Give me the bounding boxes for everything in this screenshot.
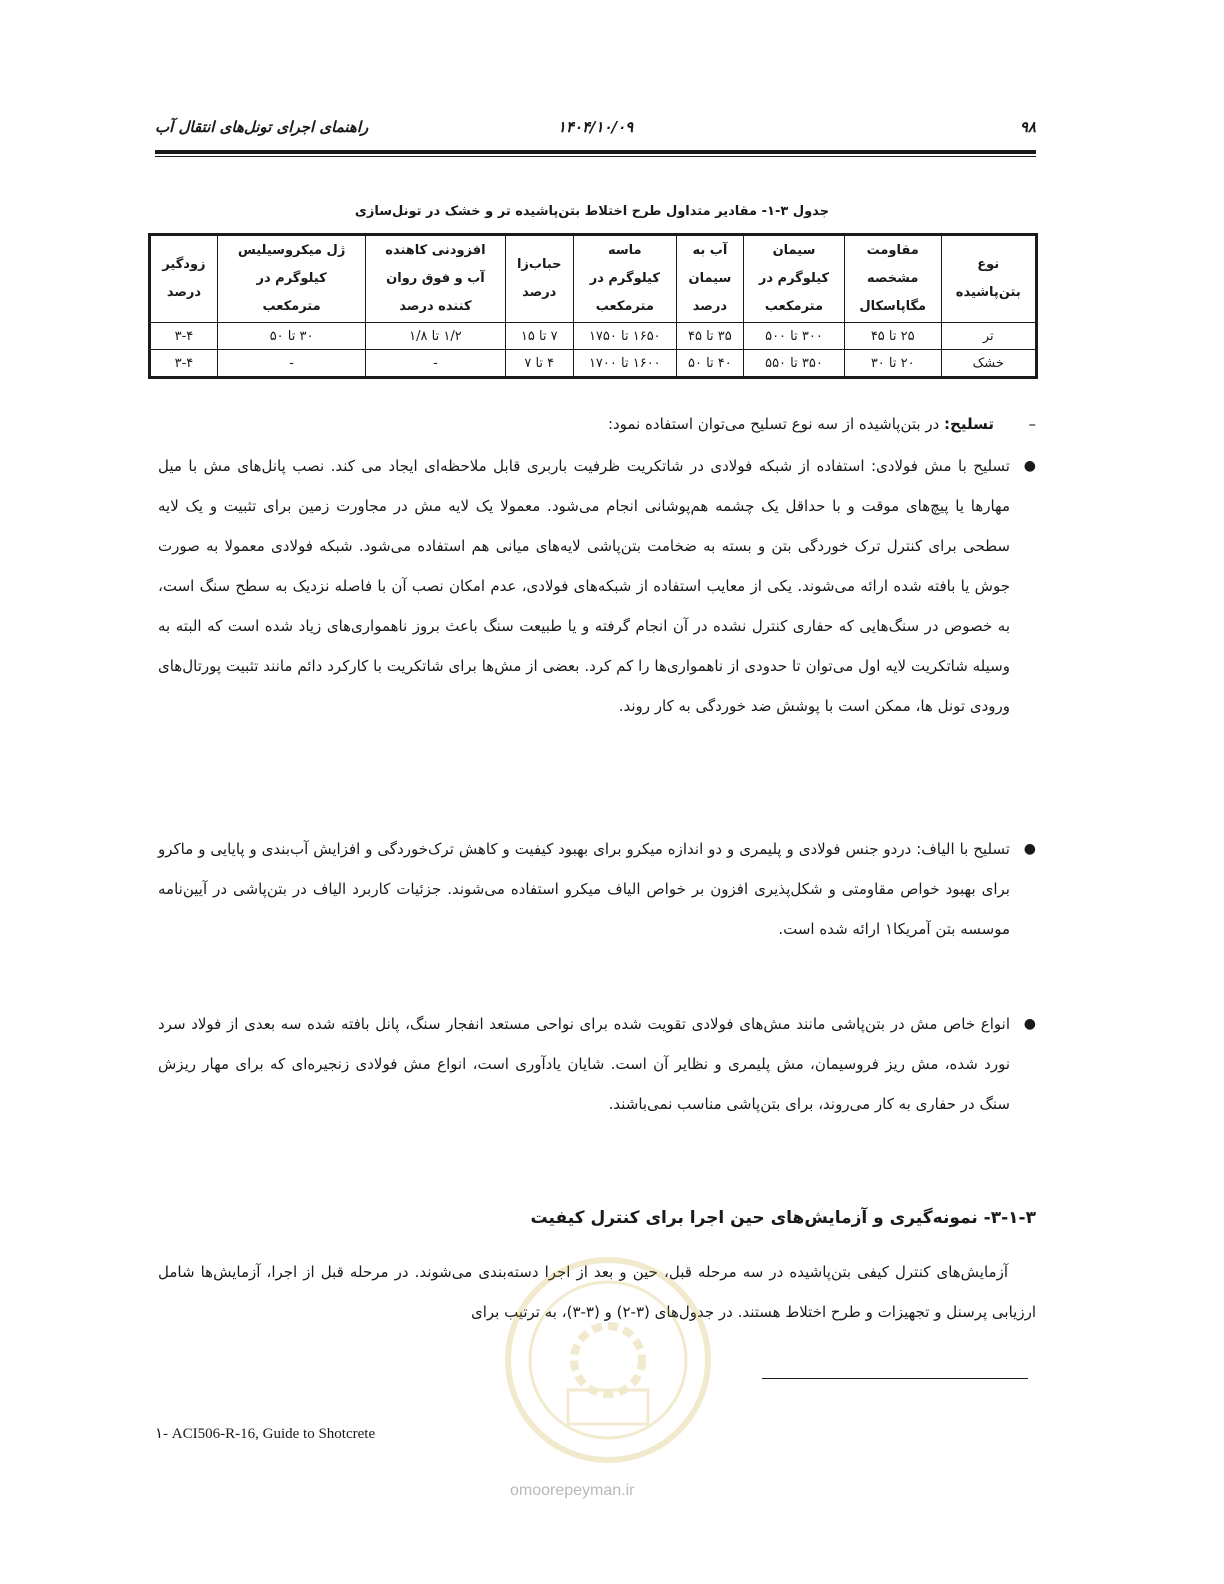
- table-cell: ۳-۴: [150, 350, 218, 378]
- bullet-icon: ●: [1023, 1016, 1036, 1032]
- header-line: ماسه: [608, 243, 642, 258]
- table-cell: ۱۶۰۰ تا ۱۷۰۰: [573, 350, 676, 378]
- table-header-cell: [844, 235, 941, 323]
- table-header-row: [150, 235, 1037, 323]
- header-line: مشخصه: [867, 271, 919, 286]
- header-line: سیمان: [688, 271, 732, 286]
- table-cell: ۳۰۰ تا ۵۰۰: [744, 323, 845, 350]
- header-line: آب به: [692, 243, 728, 258]
- table-cell: ۳-۴: [150, 323, 218, 350]
- header-line: مقاومت: [866, 243, 919, 258]
- table-header-cell: [217, 235, 365, 323]
- header-line: مگاپاسکال: [859, 299, 927, 314]
- header-line: ژل میکروسیلیس: [237, 243, 346, 258]
- header-line: درصد: [166, 285, 202, 300]
- page-header: [155, 118, 1036, 146]
- table-cell: ۳۵ تا ۴۵: [676, 323, 743, 350]
- table-header-cell: [676, 235, 743, 323]
- header-line: کننده درصد: [399, 299, 472, 314]
- footnote: ۱- ACI506-R-16, Guide to Shotcrete: [155, 1426, 376, 1442]
- table-caption: جدول ۳-۱- مقادیر متداول طرح اختلاط بتن‌پاشیده تر و خشک در تونل‌سازی: [354, 204, 830, 219]
- table-cell: ۳۰ تا ۵۰: [217, 323, 365, 350]
- table-header-cell: [505, 235, 573, 323]
- header-line: بتن‌پاشیده: [955, 285, 1021, 300]
- table-cell: ۱/۲ تا ۱/۸: [366, 323, 505, 350]
- list-item: [158, 829, 1036, 949]
- list-item: [158, 1004, 1036, 1124]
- table-cell: خشک: [941, 350, 1037, 378]
- table-cell: ۳۵۰ تا ۵۵۰: [744, 350, 845, 378]
- header-line: مترمکعب: [262, 299, 321, 314]
- bullet-text-fibers: تسلیح با الیاف: دردو جنس فولادی و پلیمری و دو اندازه میکرو برای بهبود کیفیت و کاهش ترک‌خوردگی و افزایش آب‌بندی و پایایی و ماکرو برای بهبود خواص مقاومتی و شکل‌پذیری افزون بر خواص الیاف میکرو استفاده می‌شوند. جزئیات کاربرد الیاف در بتن‌پاشی در آیین‌نامه موسسه بتن آمریکا۱ ارائه شده است.: [158, 840, 1010, 938]
- bullet-icon: ●: [1023, 458, 1036, 474]
- table-cell: -: [217, 350, 365, 378]
- header-line: کیلوگرم در: [589, 271, 660, 286]
- table-cell: -: [366, 350, 505, 378]
- table-header-cell: [744, 235, 845, 323]
- header-line: آب و فوق روان: [386, 271, 485, 286]
- table-cell: ۱۶۵۰ تا ۱۷۵۰: [573, 323, 676, 350]
- table-cell: ۲۰ تا ۳۰: [844, 350, 941, 378]
- list-item: [158, 446, 1036, 726]
- table-header-cell: [366, 235, 505, 323]
- intro-text: در بتن‌پاشیده از سه نوع تسلیح می‌توان استفاده نمود:: [607, 415, 945, 433]
- table-header-cell: [573, 235, 676, 323]
- header-line: درصد: [692, 299, 727, 314]
- table-header-cell: [150, 235, 218, 323]
- header-line: کیلوگرم در: [256, 271, 327, 286]
- header-line: کیلوگرم در: [758, 271, 830, 286]
- bullet-text-special-mesh: انواع خاص مش در بتن‌پاشی مانند مش‌های فولادی تقویت شده برای نواحی مستعد انفجار سنگ، پانل بافته شده سه بعدی از فولاد سرد نورد شده، مش ریز فروسیمان، مش پلیمری و نظایر آن است. شایان یادآوری است، انواع مش فولادی زنجیره‌ای که برای مهار ریزش سنگ در حفاری به کار می‌روند، برای بتن‌پاشی مناسب نمی‌باشند.: [158, 1015, 1010, 1113]
- header-rule-thin: [155, 156, 1036, 157]
- table-cell: تر: [941, 323, 1037, 350]
- bullet-text-steel-mesh: تسلیح با مش فولادی: استفاده از شبکه فولادی در شاتکریت ظرفیت باربری قابل ملاحظه‌ای ایجاد می کند. نصب پانل‌های مش با میل مهارها یا پیچ‌های موقت و با حداقل یک چشمه هم‌پوشانی انجام می‌شود. معمولا یک لایه مش در مجاورت زمین برای تثبیت و یک لایه سطحی برای کنترل ترک خوردگی بتن و بسته به ضخامت بتن‌پاشی لایه‌های میانی هم استفاده می‌شود. شبکه فولادی معمولا به صورت جوش یا بافته شده ارائه می‌شوند. یکی از معایب استفاده از شبکه‌های فولادی، عدم امکان نصب آن با فاصله نزدیک به سطح سنگ است، به خصوص در سنگ‌هایی که حفاری کنترل نشده در آن انجام گرفته و یا طبیعت سنگ باعث بروز ناهمواری‌های زیاد شده است که البته به وسیله شاتکریت لایه اول می‌توان تا حدودی از ناهمواری‌ها را کم کرد. بعضی از مش‌ها برای شاتکریت با کارکرد دائم مانند تثبیت پورتال‌های ورودی تونل ها، ممکن است با پوشش ضد خوردگی به کار روند.: [158, 457, 1010, 715]
- table-cell: ۴۰ تا ۵۰: [676, 350, 743, 378]
- table-row: [150, 323, 1037, 350]
- table-cell: ۴ تا ۷: [505, 350, 573, 378]
- header-line: مترمکعب: [595, 299, 654, 314]
- watermark-seal-icon: [498, 1250, 718, 1470]
- header-line: نوع: [977, 257, 1000, 272]
- header-line: سیمان: [772, 243, 816, 258]
- header-title: راهنمای اجرای تونل‌های انتقال آب: [155, 118, 369, 136]
- header-line: مترمکعب: [764, 299, 824, 314]
- mix-design-table: [148, 233, 1038, 379]
- footnote-rule: [762, 1378, 1028, 1379]
- page-number: ۹۸: [1019, 118, 1036, 136]
- table-cell: ۲۵ تا ۴۵: [844, 323, 941, 350]
- header-line: زودگیر: [162, 257, 206, 272]
- reinforcement-intro: [158, 404, 1036, 444]
- table-cell: ۷ تا ۱۵: [505, 323, 573, 350]
- header-line: حباب‌زا: [516, 257, 562, 272]
- section-heading: ۳-۱-۳- نمونه‌گیری و آزمایش‌های حین اجرا برای کنترل کیفیت: [530, 1208, 1036, 1228]
- header-date: ۱۴۰۴/۱۰/۰۹: [557, 118, 634, 136]
- watermark-text: omoorepeyman.ir: [510, 1482, 635, 1499]
- bullet-icon: ●: [1023, 841, 1036, 857]
- dash-mark: –: [1028, 415, 1036, 433]
- section-paragraph: آزمایش‌های کنترل کیفی بتن‌پاشیده در سه مرحله قبل، حین و بعد از اجرا دسته‌بندی می‌شوند. در مرحله قبل از اجرا، آزمایش‌ها شامل ارزیابی پرسنل و تجهیزات و طرح اختلاط هستند. در جدول‌های (۳-۲) و (۳-۳)، به ترتیب برای: [158, 1263, 1036, 1321]
- header-line: درصد: [522, 285, 557, 300]
- table-row: [150, 350, 1037, 378]
- table-header-cell: [941, 235, 1037, 323]
- header-rule: [155, 150, 1036, 154]
- header-line: افزودنی کاهنده: [385, 243, 486, 258]
- intro-bold-label: تسلیح:: [944, 415, 994, 433]
